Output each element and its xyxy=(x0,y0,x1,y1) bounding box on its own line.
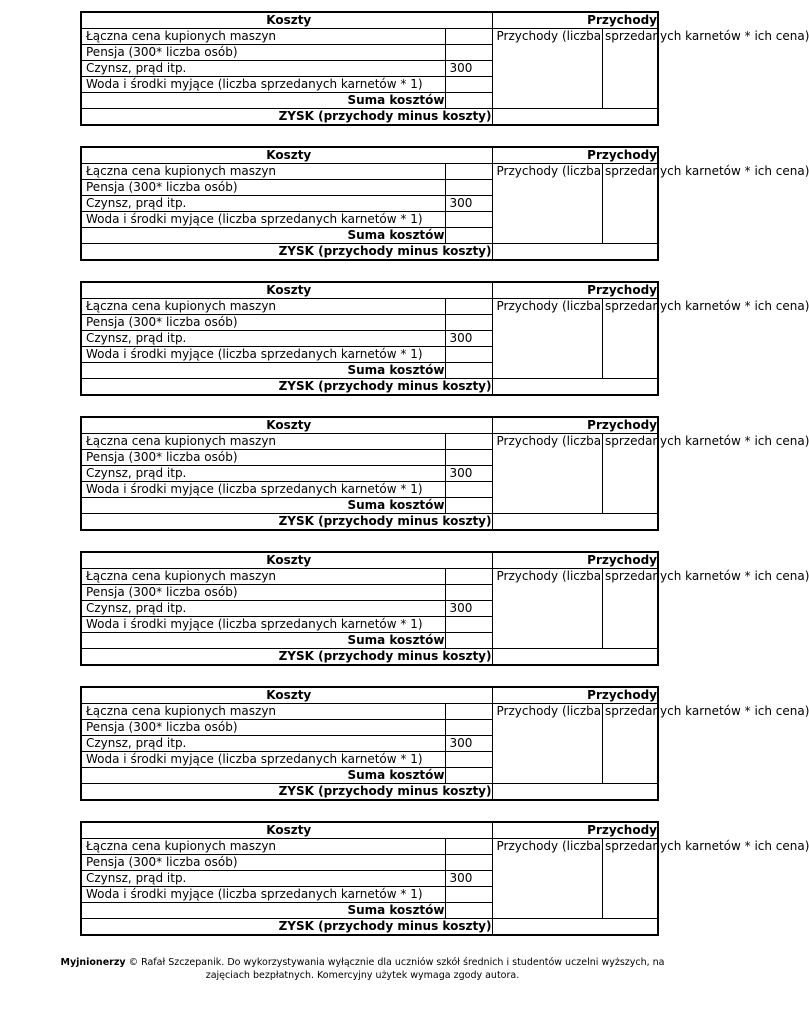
row-value-rent: 300 xyxy=(445,331,492,347)
row-label-water: Woda i środki myjące (liczba sprzedanych karnetów * 1) xyxy=(81,212,445,228)
worksheet-table xyxy=(80,686,809,801)
costs-header: Koszty xyxy=(81,552,492,569)
footer-copyright: © Rafał Szczepanik. Do wykorzystywania wyłącznie dla uczniów szkół średnich i studentów uczelni wyższych, na zajęciach bezpłatnych. Komercyjny użytek wymaga zgody autora. xyxy=(128,957,665,981)
cost-revenue-table-6 xyxy=(80,686,809,803)
total-costs-value[interactable] xyxy=(445,498,492,514)
profit-value[interactable] xyxy=(492,109,658,126)
row-label-water: Woda i środki myjące (liczba sprzedanych karnetów * 1) xyxy=(81,77,445,93)
row-value-machines[interactable] xyxy=(445,299,492,315)
row-value-water[interactable] xyxy=(445,617,492,633)
row-value-rent: 300 xyxy=(445,466,492,482)
row-label-rent: Czynsz, prąd itp. xyxy=(81,331,445,347)
row-label-rent: Czynsz, prąd itp. xyxy=(81,601,445,617)
total-costs-value[interactable] xyxy=(445,903,492,919)
row-value-water[interactable] xyxy=(445,347,492,363)
row-value-machines[interactable] xyxy=(445,569,492,585)
worksheet-table xyxy=(80,821,809,936)
profit-label: ZYSK (przychody minus koszty) xyxy=(81,244,492,261)
row-value-rent: 300 xyxy=(445,736,492,752)
row-value-salary[interactable] xyxy=(445,450,492,466)
row-label-salary: Pensja (300* liczba osób) xyxy=(81,855,445,871)
total-costs-label: Suma kosztów xyxy=(81,93,445,109)
row-label-machines: Łączna cena kupionych maszyn xyxy=(81,434,445,450)
revenue-label: Przychody (liczba sprzedanych karnetów * ich cena) xyxy=(492,839,602,919)
revenue-header: Przychody xyxy=(492,552,658,569)
profit-label: ZYSK (przychody minus koszty) xyxy=(81,784,492,801)
revenue-header: Przychody xyxy=(492,12,658,29)
total-costs-label: Suma kosztów xyxy=(81,363,445,379)
worksheet-table xyxy=(80,281,809,396)
row-label-salary: Pensja (300* liczba osób) xyxy=(81,720,445,736)
row-value-machines[interactable] xyxy=(445,839,492,855)
profit-label: ZYSK (przychody minus koszty) xyxy=(81,514,492,531)
row-value-water[interactable] xyxy=(445,887,492,903)
revenue-header: Przychody xyxy=(492,417,658,434)
row-label-machines: Łączna cena kupionych maszyn xyxy=(81,704,445,720)
revenue-header: Przychody xyxy=(492,147,658,164)
row-label-salary: Pensja (300* liczba osób) xyxy=(81,585,445,601)
profit-value[interactable] xyxy=(492,514,658,531)
row-label-salary: Pensja (300* liczba osób) xyxy=(81,315,445,331)
worksheet-table xyxy=(80,146,809,261)
row-value-machines[interactable] xyxy=(445,434,492,450)
row-value-salary[interactable] xyxy=(445,45,492,61)
revenue-label: Przychody (liczba sprzedanych karnetów * ich cena) xyxy=(492,434,602,514)
row-label-rent: Czynsz, prąd itp. xyxy=(81,466,445,482)
cost-revenue-table-7 xyxy=(80,821,809,938)
profit-label: ZYSK (przychody minus koszty) xyxy=(81,379,492,396)
cost-revenue-table-1 xyxy=(80,11,809,128)
row-value-salary[interactable] xyxy=(445,585,492,601)
total-costs-label: Suma kosztów xyxy=(81,903,445,919)
row-label-water: Woda i środki myjące (liczba sprzedanych karnetów * 1) xyxy=(81,617,445,633)
worksheet-table xyxy=(80,416,809,531)
revenue-label: Przychody (liczba sprzedanych karnetów * ich cena) xyxy=(492,569,602,649)
row-label-water: Woda i środki myjące (liczba sprzedanych karnetów * 1) xyxy=(81,752,445,768)
costs-header: Koszty xyxy=(81,822,492,839)
profit-value[interactable] xyxy=(492,379,658,396)
row-label-rent: Czynsz, prąd itp. xyxy=(81,736,445,752)
revenue-label: Przychody (liczba sprzedanych karnetów * ich cena) xyxy=(492,164,602,244)
revenue-header: Przychody xyxy=(492,687,658,704)
costs-header: Koszty xyxy=(81,282,492,299)
cost-revenue-table-3 xyxy=(80,281,809,398)
row-label-machines: Łączna cena kupionych maszyn xyxy=(81,29,445,45)
profit-value[interactable] xyxy=(492,784,658,801)
row-value-rent: 300 xyxy=(445,871,492,887)
row-value-salary[interactable] xyxy=(445,315,492,331)
total-costs-label: Suma kosztów xyxy=(81,228,445,244)
revenue-label: Przychody (liczba sprzedanych karnetów * ich cena) xyxy=(492,299,602,379)
revenue-label: Przychody (liczba sprzedanych karnetów * ich cena) xyxy=(492,29,602,109)
profit-label: ZYSK (przychody minus koszty) xyxy=(81,109,492,126)
row-value-water[interactable] xyxy=(445,212,492,228)
row-value-machines[interactable] xyxy=(445,29,492,45)
row-label-water: Woda i środki myjące (liczba sprzedanych karnetów * 1) xyxy=(81,347,445,363)
row-value-rent: 300 xyxy=(445,601,492,617)
total-costs-value[interactable] xyxy=(445,363,492,379)
worksheet-table xyxy=(80,11,809,126)
profit-label: ZYSK (przychody minus koszty) xyxy=(81,919,492,936)
profit-value[interactable] xyxy=(492,244,658,261)
row-label-water: Woda i środki myjące (liczba sprzedanych karnetów * 1) xyxy=(81,482,445,498)
costs-header: Koszty xyxy=(81,12,492,29)
footer-brand: Myjnionerzy xyxy=(60,957,126,968)
row-value-water[interactable] xyxy=(445,77,492,93)
cost-revenue-table-2 xyxy=(80,146,809,263)
worksheet-table xyxy=(80,551,809,666)
worksheet-list xyxy=(80,11,809,956)
profit-label: ZYSK (przychody minus koszty) xyxy=(81,649,492,666)
total-costs-label: Suma kosztów xyxy=(81,633,445,649)
revenue-header: Przychody xyxy=(492,822,658,839)
row-label-machines: Łączna cena kupionych maszyn xyxy=(81,299,445,315)
costs-header: Koszty xyxy=(81,687,492,704)
row-value-water[interactable] xyxy=(445,752,492,768)
row-value-salary[interactable] xyxy=(445,855,492,871)
row-value-machines[interactable] xyxy=(445,704,492,720)
row-label-rent: Czynsz, prąd itp. xyxy=(81,196,445,212)
revenue-label: Przychody (liczba sprzedanych karnetów * ich cena) xyxy=(492,704,602,784)
row-label-salary: Pensja (300* liczba osób) xyxy=(81,45,445,61)
total-costs-value[interactable] xyxy=(445,93,492,109)
row-value-rent: 300 xyxy=(445,196,492,212)
row-label-machines: Łączna cena kupionych maszyn xyxy=(81,569,445,585)
row-value-rent: 300 xyxy=(445,61,492,77)
total-costs-label: Suma kosztów xyxy=(81,768,445,784)
cost-revenue-table-4 xyxy=(80,416,809,533)
total-costs-value[interactable] xyxy=(445,633,492,649)
footer-note xyxy=(60,956,665,982)
row-value-machines[interactable] xyxy=(445,164,492,180)
costs-header: Koszty xyxy=(81,417,492,434)
row-label-salary: Pensja (300* liczba osób) xyxy=(81,180,445,196)
costs-header: Koszty xyxy=(81,147,492,164)
row-label-water: Woda i środki myjące (liczba sprzedanych karnetów * 1) xyxy=(81,887,445,903)
total-costs-value[interactable] xyxy=(445,768,492,784)
total-costs-value[interactable] xyxy=(445,228,492,244)
profit-value[interactable] xyxy=(492,919,658,936)
profit-value[interactable] xyxy=(492,649,658,666)
row-label-rent: Czynsz, prąd itp. xyxy=(81,871,445,887)
row-label-machines: Łączna cena kupionych maszyn xyxy=(81,164,445,180)
row-value-salary[interactable] xyxy=(445,720,492,736)
row-label-rent: Czynsz, prąd itp. xyxy=(81,61,445,77)
row-value-salary[interactable] xyxy=(445,180,492,196)
revenue-header: Przychody xyxy=(492,282,658,299)
row-label-machines: Łączna cena kupionych maszyn xyxy=(81,839,445,855)
total-costs-label: Suma kosztów xyxy=(81,498,445,514)
cost-revenue-table-5 xyxy=(80,551,809,668)
row-label-salary: Pensja (300* liczba osób) xyxy=(81,450,445,466)
row-value-water[interactable] xyxy=(445,482,492,498)
